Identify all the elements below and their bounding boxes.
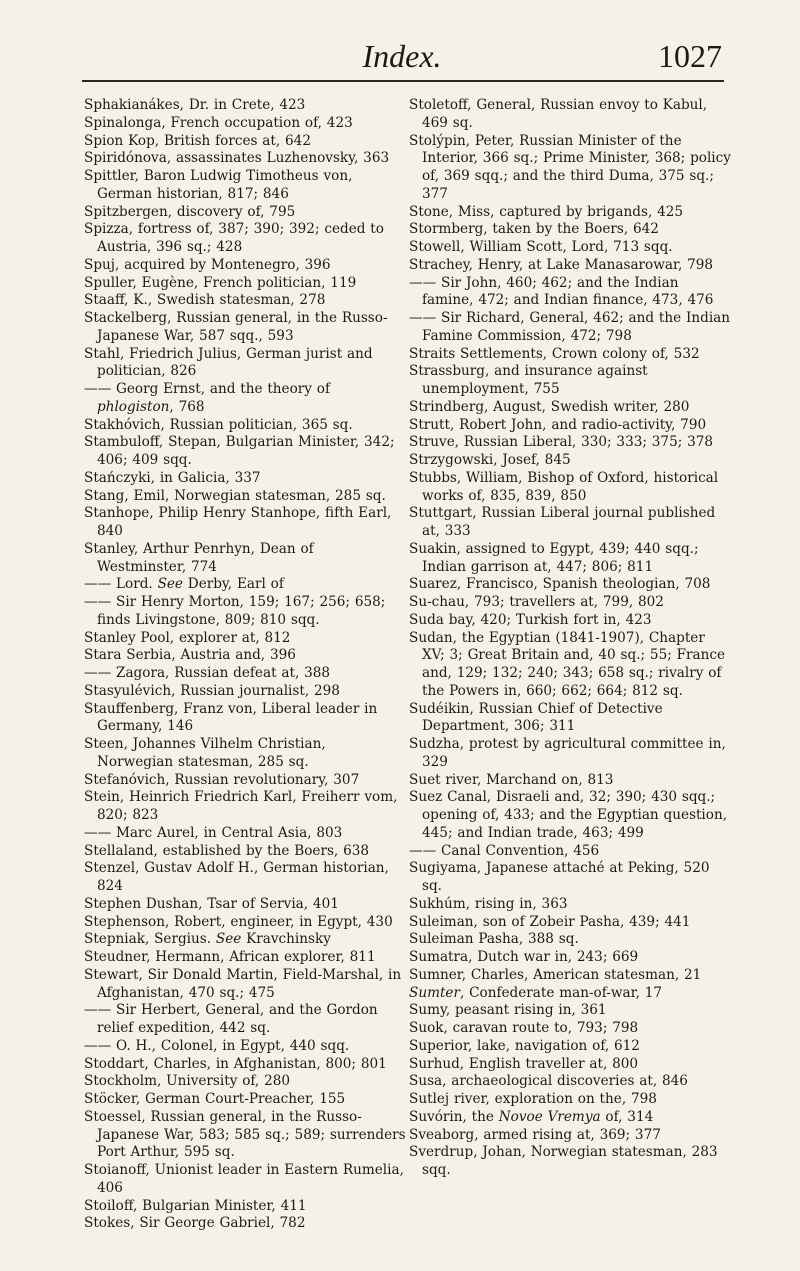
index-entry: Staaff, K., Swedish statesman, 278 [84,292,326,309]
index-entry: Stephenson, Robert, engineer, in Egypt, 430 [84,913,393,930]
index-entry: Sudzha, protest by agricultural committee in, 329 [409,736,726,770]
index-entry: Suleiman Pasha, 388 sq. [409,931,579,948]
index-entry: Spiridónova, assassinates Luzhenovsky, 363 [84,150,390,167]
index-entry: Stahl, Friedrich Julius, German jurist and politician, 826 [84,345,373,380]
index-entry: Spion Kop, British forces at, 642 [84,132,311,149]
index-entry: Suvórin, the Novoe Vremya of, 314 [409,1108,654,1125]
index-entry: Stephen Dushan, Tsar of Servia, 401 [84,895,339,912]
index-entry: Stanley, Arthur Penrhyn, Dean of Westminster, 774 [84,540,314,575]
index-entry: Su-chau, 793; travellers at, 799, 802 [409,594,664,610]
index-entry: —— Canal Convention, 456 [409,842,600,859]
index-entry: Sugiyama, Japanese attaché at Peking, 520 sq. [409,860,710,894]
index-entry: Sutlej river, exploration on the, 798 [409,1091,657,1107]
index-entry: Stanley Pool, explorer at, 812 [84,629,291,646]
index-entry: Spuller, Eugène, French politician, 119 [84,274,357,291]
index-entry: Stoddart, Charles, in Afghanistan, 800; 801 [84,1055,387,1072]
index-entry: Stefanóvich, Russian revolutionary, 307 [84,771,360,788]
index-entry: Stein, Heinrich Friedrich Karl, Freiherr vom, 820; 823 [84,789,398,823]
index-entry: Spitzbergen, discovery of, 795 [84,203,296,220]
index-entry: Stanhope, Philip Henry Stanhope, fifth Earl, 840 [84,505,392,539]
index-entry: Stauffenberg, Franz von, Liberal leader in Germany, 146 [84,700,378,735]
index-entry: Stone, Miss, captured by brigands, 425 [409,203,684,220]
index-entry: Stakhóvich, Russian politician, 365 sq. [84,416,353,433]
index-entry: Sumner, Charles, American statesman, 21 [409,966,702,983]
index-entry: Stasyulévich, Russian journalist, 298 [84,682,340,699]
index-entry: Strachey, Henry, at Lake Manasarowar, 798 [409,256,714,273]
index-entry: Susa, archaeological discoveries at, 846 [409,1073,688,1090]
index-entry: Stellaland, established by the Boers, 638 [84,842,370,859]
index-entry: —— Sir Herbert, General, and the Gordon relief expedition, 442 sq. [84,1002,378,1036]
index-entry: —— Sir Henry Morton, 159; 167; 256; 658; finds Livingstone, 809; 810 sqq. [84,594,386,628]
index-entry: Stubbs, William, Bishop of Oxford, historical works of, 835, 839, 850 [409,469,719,504]
index-entry: Spuj, acquired by Montenegro, 396 [84,256,331,273]
index-entry: Spittler, Baron Ludwig Timotheus von, German historian, 817; 846 [84,168,353,202]
index-entry: Sumatra, Dutch war in, 243; 669 [409,949,639,965]
index-entry: Suleiman, son of Zobeir Pasha, 439; 441 [409,913,691,930]
index-entry: Suarez, Francisco, Spanish theologian, 708 [409,576,711,593]
index-entry: Stoiloff, Bulgarian Minister, 411 [84,1197,307,1214]
index-entry: Stambuloff, Stepan, Bulgarian Minister, 342; 406; 409 sqq. [84,434,395,468]
index-entry: Strzygowski, Josef, 845 [409,452,571,468]
index-entry: Spinalonga, French occupation of, 423 [84,114,353,131]
index-entry: Stöcker, German Court-Preacher, 155 [84,1091,346,1107]
index-entry: Sukhúm, rising in, 363 [409,895,568,912]
index-entry: Stolýpin, Peter, Russian Minister of the Interior, 366 sq.; Prime Minister, 368; policy of, 369 sqq.; and the third Duma, 375 sq.; 377 [409,132,731,202]
index-entry: Stewart, Sir Donald Martin, Field-Marshal, in Afghanistan, 470 sq.; 475 [84,966,402,1001]
index-entry: Sudéikin, Russian Chief of Detective Department, 306; 311 [409,700,663,735]
page-title: Index. [362,38,442,74]
index-entry: —— Zagora, Russian defeat at, 388 [84,665,331,681]
index-entry: Suez Canal, Disraeli and, 32; 390; 430 sqq.; opening of, 433; and the Egyptian question, 445; and Indian trade, 463; 499 [409,789,728,841]
index-entry: Suakin, assigned to Egypt, 439; 440 sqq.; Indian garrison at, 447; 806; 811 [409,540,699,575]
index-entry: —— Sir Richard, General, 462; and the Indian Famine Commission, 472; 798 [409,310,731,344]
index-entry: Stara Serbia, Austria and, 396 [84,647,296,664]
index-entry: —— Marc Aurel, in Central Asia, 803 [84,824,343,841]
index-entry: Stoianoff, Unionist leader in Eastern Rumelia, 406 [84,1162,404,1196]
index-entry: Superior, lake, navigation of, 612 [409,1037,640,1054]
index-entry: Surhud, English traveller at, 800 [409,1055,639,1072]
index-entry: Strassburg, and insurance against unemployment, 755 [409,363,648,397]
index-entry: Strutt, Robert John, and radio-activity, 790 [409,416,707,433]
index-entry: Stuttgart, Russian Liberal journal published at, 333 [409,505,716,539]
index-entry: Stokes, Sir George Gabriel, 782 [84,1215,306,1232]
index-entry: Stackelberg, Russian general, in the Russo-Japanese War, 587 sqq., 593 [84,310,388,344]
index-entry: —— Lord. See Derby, Earl of [84,576,284,593]
index-entry: Stang, Emil, Norwegian statesman, 285 sq. [84,487,386,504]
index-entry: Sudan, the Egyptian (1841-1907), Chapter XV; 3; Great Britain and, 40 sq.; 55; France and, 129; 132; 240; 343; 658 sq.; rivalry of the Powers in, 660; 662; 664; 812 sq. [409,629,726,699]
index-entry: Stoletoff, General, Russian envoy to Kabul, 469 sq. [409,97,708,131]
left-column [84,97,406,1233]
index-entry: Sumy, peasant rising in, 361 [409,1002,607,1019]
page-header [82,38,722,84]
index-entry: Sverdrup, Johan, Norwegian statesman, 283 sqq. [409,1144,718,1178]
index-entry: Struve, Russian Liberal, 330; 333; 375; 378 [409,434,714,451]
index-entry: Stowell, William Scott, Lord, 713 sqq. [409,239,673,255]
index-entry: —— Georg Ernst, and the theory of phlogiston, 768 [84,381,331,415]
right-column [409,97,731,1180]
index-entry: Suok, caravan route to, 793; 798 [409,1020,639,1036]
index-entry: Straits Settlements, Crown colony of, 532 [409,345,700,362]
index-entry: Stoessel, Russian general, in the Russo-Japanese War, 583; 585 sq.; 589; surrenders Port Arthur, 595 sq. [84,1108,406,1161]
index-entry: Stockholm, University of, 280 [84,1073,291,1090]
index-entry: Spizza, fortress of, 387; 390; 392; ceded to Austria, 396 sq.; 428 [84,221,384,255]
page-number: 1027 [658,38,722,74]
index-entry: Steudner, Hermann, African explorer, 811 [84,949,376,965]
index-entry: Sphakianákes, Dr. in Crete, 423 [84,97,306,113]
index-entry: —— Sir John, 460; 462; and the Indian famine, 472; and Indian finance, 473, 476 [409,274,714,309]
index-entry: Sumter, Confederate man-of-war, 17 [409,984,663,1001]
index-entry: Stepniak, Sergius. See Kravchinsky [84,931,331,948]
index-entry: Steen, Johannes Vilhelm Christian, Norwegian statesman, 285 sq. [84,736,326,770]
index-entry: Strindberg, August, Swedish writer, 280 [409,398,690,415]
index-entry: Suda bay, 420; Turkish fort in, 423 [409,611,652,628]
index-entry: Sveaborg, armed rising at, 369; 377 [409,1126,661,1143]
header-rule [82,80,724,82]
index-entry: Stańczyki, in Galicia, 337 [84,469,261,486]
index-entry: Stormberg, taken by the Boers, 642 [409,221,659,238]
index-entry: Stenzel, Gustav Adolf H., German historian, 824 [84,860,389,894]
index-entry: —— O. H., Colonel, in Egypt, 440 sqq. [84,1037,350,1054]
index-entry: Suet river, Marchand on, 813 [409,771,614,788]
